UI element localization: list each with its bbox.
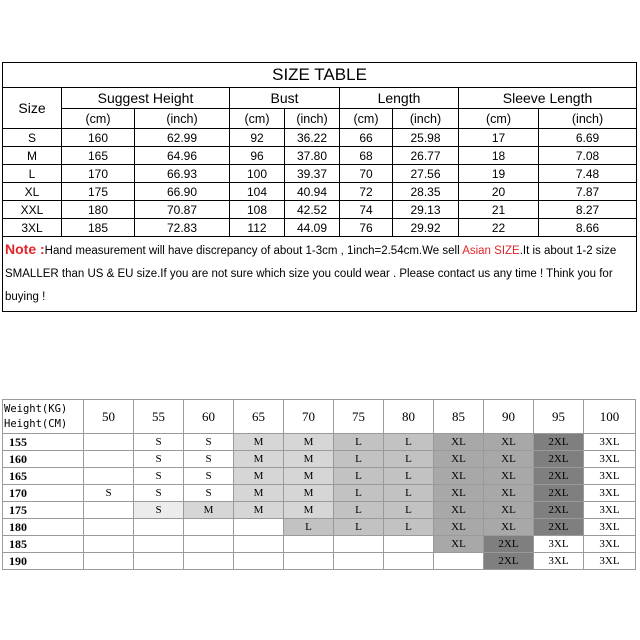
size-recommendation-cell: XL: [484, 485, 534, 502]
size-recommendation-cell: [384, 536, 434, 553]
unit-header: (cm): [62, 109, 135, 129]
size-recommendation-cell: XL: [434, 485, 484, 502]
size-recommendation-cell: L: [384, 519, 434, 536]
size-recommendation-cell: 3XL: [584, 434, 636, 451]
size-recommendation-cell: XL: [484, 502, 534, 519]
size-value: 68: [340, 147, 393, 165]
size-row: [3, 165, 637, 183]
size-recommendation-cell: [334, 536, 384, 553]
height-row: [3, 553, 636, 570]
size-value: 175: [62, 183, 135, 201]
size-recommendation-cell: [84, 468, 134, 485]
size-value: 70: [340, 165, 393, 183]
size-recommendation-cell: [284, 536, 334, 553]
size-value: 36.22: [285, 129, 340, 147]
size-value: 64.96: [135, 147, 230, 165]
length-header: Length: [340, 88, 459, 109]
size-recommendation-cell: [384, 553, 434, 570]
weight-header: 100: [584, 400, 636, 434]
height-row: [3, 536, 636, 553]
size-recommendation-cell: 2XL: [534, 502, 584, 519]
sleeve-length-header: Sleeve Length: [459, 88, 637, 109]
size-recommendation-cell: 3XL: [584, 553, 636, 570]
size-recommendation-cell: XL: [484, 519, 534, 536]
size-value: 44.09: [285, 219, 340, 237]
size-value: 42.52: [285, 201, 340, 219]
height-label: 175: [3, 502, 84, 519]
size-value: 28.35: [393, 183, 459, 201]
weight-height-chart: [2, 399, 636, 570]
size-value: 160: [62, 129, 135, 147]
height-row: [3, 468, 636, 485]
size-value: 72: [340, 183, 393, 201]
size-value: 8.66: [539, 219, 637, 237]
size-value: 100: [230, 165, 285, 183]
size-recommendation-cell: M: [234, 502, 284, 519]
size-recommendation-cell: [184, 553, 234, 570]
size-recommendation-cell: [84, 502, 134, 519]
size-value: 7.48: [539, 165, 637, 183]
size-recommendation-cell: L: [384, 451, 434, 468]
size-recommendation-cell: 2XL: [534, 434, 584, 451]
size-recommendation-cell: S: [184, 485, 234, 502]
size-recommendation-cell: [84, 553, 134, 570]
height-row: [3, 519, 636, 536]
size-recommendation-cell: [284, 553, 334, 570]
size-recommendation-cell: XL: [484, 434, 534, 451]
size-recommendation-cell: M: [234, 451, 284, 468]
size-recommendation-cell: 3XL: [584, 536, 636, 553]
size-recommendation-cell: M: [284, 468, 334, 485]
size-recommendation-cell: S: [184, 451, 234, 468]
size-recommendation-cell: 2XL: [484, 536, 534, 553]
size-table-title: SIZE TABLE: [3, 63, 637, 88]
size-value: 185: [62, 219, 135, 237]
size-recommendation-cell: [334, 553, 384, 570]
weight-header: 65: [234, 400, 284, 434]
size-value: 20: [459, 183, 539, 201]
size-recommendation-cell: [184, 519, 234, 536]
size-label: L: [3, 165, 62, 183]
size-recommendation-cell: 2XL: [534, 485, 584, 502]
unit-header: (inch): [393, 109, 459, 129]
size-recommendation-cell: XL: [434, 519, 484, 536]
size-recommendation-cell: 2XL: [534, 519, 584, 536]
weight-header: 70: [284, 400, 334, 434]
size-recommendation-cell: M: [234, 468, 284, 485]
size-recommendation-cell: S: [134, 434, 184, 451]
size-recommendation-cell: [134, 553, 184, 570]
size-value: 74: [340, 201, 393, 219]
size-value: 29.92: [393, 219, 459, 237]
size-recommendation-cell: S: [184, 468, 234, 485]
height-label: 190: [3, 553, 84, 570]
size-recommendation-cell: L: [334, 468, 384, 485]
size-row: [3, 201, 637, 219]
size-recommendation-cell: XL: [484, 451, 534, 468]
size-recommendation-cell: M: [284, 451, 334, 468]
size-value: 108: [230, 201, 285, 219]
size-recommendation-cell: 3XL: [534, 536, 584, 553]
size-value: 92: [230, 129, 285, 147]
unit-header: (inch): [135, 109, 230, 129]
suggest-height-header: Suggest Height: [62, 88, 230, 109]
size-value: 112: [230, 219, 285, 237]
size-recommendation-cell: L: [284, 519, 334, 536]
height-row: [3, 434, 636, 451]
size-value: 66.93: [135, 165, 230, 183]
size-value: 37.80: [285, 147, 340, 165]
size-value: 22: [459, 219, 539, 237]
size-recommendation-cell: [84, 451, 134, 468]
size-recommendation-cell: [84, 434, 134, 451]
size-recommendation-cell: S: [84, 485, 134, 502]
size-value: 27.56: [393, 165, 459, 183]
size-recommendation-cell: 3XL: [584, 519, 636, 536]
weight-header: 55: [134, 400, 184, 434]
size-recommendation-cell: M: [284, 485, 334, 502]
weight-header: 85: [434, 400, 484, 434]
size-recommendation-cell: M: [284, 502, 334, 519]
weight-axis-label: Weight(KG): [4, 402, 68, 415]
size-recommendation-cell: M: [284, 434, 334, 451]
size-recommendation-cell: L: [334, 502, 384, 519]
size-recommendation-cell: [434, 553, 484, 570]
size-recommendation-cell: XL: [434, 502, 484, 519]
size-recommendation-cell: [84, 519, 134, 536]
weight-header: 80: [384, 400, 434, 434]
size-recommendation-cell: L: [334, 519, 384, 536]
unit-header: (cm): [230, 109, 285, 129]
bust-header: Bust: [230, 88, 340, 109]
height-axis-label: Height(CM): [4, 417, 68, 430]
size-label: XXL: [3, 201, 62, 219]
size-recommendation-cell: XL: [484, 468, 534, 485]
size-value: 8.27: [539, 201, 637, 219]
size-recommendation-cell: S: [134, 485, 184, 502]
note-text-continued: .It is about 1-2 size SMALLER than US & EU size.If you are not sure which size you could wear . Please contact us any time ! Think you for buying !: [5, 245, 617, 303]
size-recommendation-cell: [234, 519, 284, 536]
height-label: 155: [3, 434, 84, 451]
weight-header: 75: [334, 400, 384, 434]
size-recommendation-cell: XL: [434, 468, 484, 485]
size-label: S: [3, 129, 62, 147]
size-recommendation-cell: L: [384, 502, 434, 519]
size-recommendation-cell: [184, 536, 234, 553]
note-asian-size: Asian SIZE: [462, 245, 520, 257]
size-value: 39.37: [285, 165, 340, 183]
size-value: 104: [230, 183, 285, 201]
unit-header: (cm): [459, 109, 539, 129]
height-row: [3, 451, 636, 468]
unit-header: (inch): [539, 109, 637, 129]
weight-header: 60: [184, 400, 234, 434]
size-recommendation-cell: S: [134, 468, 184, 485]
height-label: 160: [3, 451, 84, 468]
size-recommendation-cell: L: [334, 451, 384, 468]
size-value: 180: [62, 201, 135, 219]
height-row: [3, 485, 636, 502]
size-recommendation-cell: [234, 536, 284, 553]
size-recommendation-cell: M: [234, 485, 284, 502]
size-recommendation-cell: [84, 536, 134, 553]
size-column-header: Size: [3, 88, 62, 129]
size-recommendation-cell: XL: [434, 536, 484, 553]
size-row: [3, 147, 637, 165]
height-label: 185: [3, 536, 84, 553]
height-row: [3, 502, 636, 519]
size-recommendation-cell: L: [334, 485, 384, 502]
size-value: 6.69: [539, 129, 637, 147]
size-recommendation-cell: L: [334, 434, 384, 451]
size-recommendation-cell: S: [134, 451, 184, 468]
size-value: 7.08: [539, 147, 637, 165]
size-value: 66.90: [135, 183, 230, 201]
size-recommendation-cell: L: [384, 468, 434, 485]
size-value: 7.87: [539, 183, 637, 201]
size-recommendation-cell: 3XL: [584, 502, 636, 519]
size-value: 76: [340, 219, 393, 237]
size-recommendation-cell: [234, 553, 284, 570]
weight-header: 50: [84, 400, 134, 434]
size-value: 165: [62, 147, 135, 165]
size-table: [2, 62, 637, 312]
size-row: [3, 129, 637, 147]
size-row: [3, 183, 637, 201]
weight-height-corner: [3, 400, 84, 434]
size-recommendation-cell: XL: [434, 434, 484, 451]
size-recommendation-cell: S: [134, 502, 184, 519]
height-label: 165: [3, 468, 84, 485]
size-recommendation-cell: M: [184, 502, 234, 519]
note-label: Note :: [5, 241, 45, 257]
size-value: 29.13: [393, 201, 459, 219]
size-recommendation-cell: M: [234, 434, 284, 451]
size-recommendation-cell: 3XL: [534, 553, 584, 570]
size-recommendation-cell: L: [384, 434, 434, 451]
size-recommendation-cell: 2XL: [484, 553, 534, 570]
size-label: 3XL: [3, 219, 62, 237]
size-row: [3, 219, 637, 237]
size-recommendation-cell: 3XL: [584, 485, 636, 502]
size-recommendation-cell: L: [384, 485, 434, 502]
size-value: 62.99: [135, 129, 230, 147]
size-note: [3, 237, 637, 312]
size-recommendation-cell: 2XL: [534, 468, 584, 485]
size-value: 66: [340, 129, 393, 147]
size-value: 18: [459, 147, 539, 165]
note-text: Hand measurement will have discrepancy of about 1-3cm , 1inch=2.54cm.We sell: [44, 245, 463, 257]
size-value: 40.94: [285, 183, 340, 201]
size-value: 21: [459, 201, 539, 219]
weight-header: 90: [484, 400, 534, 434]
size-value: 17: [459, 129, 539, 147]
size-recommendation-cell: 3XL: [584, 451, 636, 468]
unit-header: (inch): [285, 109, 340, 129]
size-recommendation-cell: 3XL: [584, 468, 636, 485]
size-recommendation-cell: XL: [434, 451, 484, 468]
height-label: 170: [3, 485, 84, 502]
unit-header: (cm): [340, 109, 393, 129]
weight-header: 95: [534, 400, 584, 434]
size-recommendation-cell: [134, 536, 184, 553]
size-recommendation-cell: S: [184, 434, 234, 451]
size-value: 170: [62, 165, 135, 183]
size-recommendation-cell: [134, 519, 184, 536]
size-value: 70.87: [135, 201, 230, 219]
size-value: 72.83: [135, 219, 230, 237]
size-recommendation-cell: 2XL: [534, 451, 584, 468]
height-label: 180: [3, 519, 84, 536]
size-value: 96: [230, 147, 285, 165]
size-label: XL: [3, 183, 62, 201]
size-value: 19: [459, 165, 539, 183]
size-label: M: [3, 147, 62, 165]
size-value: 25.98: [393, 129, 459, 147]
size-value: 26.77: [393, 147, 459, 165]
